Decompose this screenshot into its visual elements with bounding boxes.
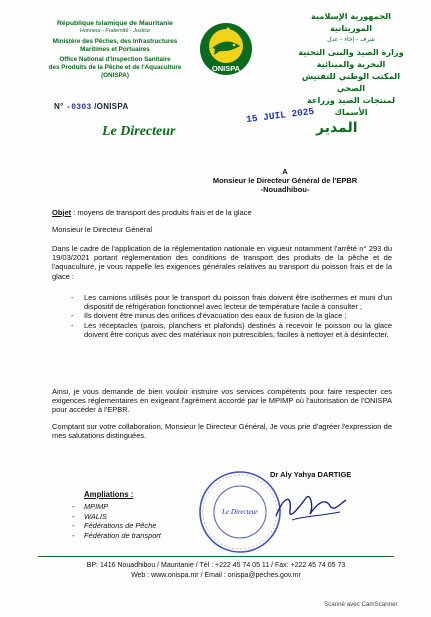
footer-contact — [38, 561, 394, 580]
list-item: - Les camions utilisés pour le transport du poisson frais doivent être isothermes et muni d'un dispositif de réfrigération fonctionnel avec lecteur de température facile à consulter ; — [68, 293, 392, 311]
signatory-title: Le Directeur — [102, 124, 176, 139]
office-line2: des Produits de la Pêche et de l'Aquaculture — [48, 63, 182, 71]
reference-suffix: /ONISPA — [94, 102, 129, 111]
list-item: - MPIMP — [70, 502, 161, 512]
seal-center-text: Le Directeur — [222, 508, 258, 516]
header-arabic — [291, 10, 411, 118]
republic-name-ar: الجمهورية الإسلامية الموريتانية — [311, 11, 391, 33]
list-item: - Ils doivent être minus des orifices d'évacuation des eaux de fusion de la glace ; — [68, 311, 392, 320]
subject-line — [52, 208, 392, 217]
list-item: - WALIS — [70, 512, 161, 522]
paragraph-request: Ainsi, je vous demande de bien vouloir instruire vos services compétents pour faire respecter ces exigences réglementaires en exigeant l'agrément accordé par le MPIMP où l'autorisation de l'ONISPA pour accéder à l'EPBR. — [52, 387, 392, 415]
handwritten-signature — [270, 476, 350, 536]
list-item: - Les réceptacles (parois, planchers et plafonds) destinés à recevoir le poisson ou la glace doivent être conçus avec des matériaux non putrescibles, faciles à nettoyer et à désinfecter. — [68, 321, 392, 339]
footer-web: Web : www.onispa.mr / Email : onispa@peches.gov.mr — [131, 571, 301, 579]
list-item: - Fédération de transport — [70, 531, 161, 541]
subject-label: Objet — [52, 208, 72, 217]
addressee-block — [170, 167, 400, 194]
requirements-list — [68, 293, 392, 339]
reference-number — [54, 102, 129, 112]
subject-text: : moyens de transport des produits frais et de la glace — [71, 208, 252, 217]
republic-name: République Islamique de Mauritanie — [57, 20, 173, 27]
reference-prefix: N° — [54, 102, 64, 111]
paragraph-intro: Dans le cadre de l'application de la réglementation nationale en vigueur notamment l'arrêté n° 293 du 19/03/2021 portant réglementation des conditions de transport des produits de la pêche et de l'aquaculture, je vous rappelle les exigences générales relatives au transport du poisson frais et de la glace : — [52, 244, 392, 281]
arabic-title: المدير — [316, 120, 358, 136]
date-stamp: 15 JUIL 2025 — [245, 105, 315, 126]
paragraph-closing: Comptant sur votre collaboration, Monsieur le Directeur Général, Je vous prie d'agréer l'expression de mes salutations distinguées. — [52, 422, 392, 441]
motto-ar: شرف - إخاء - عدل — [327, 36, 375, 43]
office-ar-line1: المكتب الوطني للتفتيش الصحي — [301, 71, 401, 93]
office-ar-line2: لمنتجات الصيد وزراعة الأسماك — [306, 95, 396, 117]
list-item: - Fédérations de Pêche — [70, 521, 161, 531]
ampliations-list — [70, 502, 161, 540]
ampliations-title: Ampliations : — [84, 490, 134, 499]
header-french — [30, 20, 200, 79]
motto: Honneur - Fraternité - Justice — [79, 27, 151, 34]
office-acronym: (ONISPA) — [101, 71, 129, 79]
ministry-ar-line2: البحرية والمينائية — [316, 59, 386, 69]
ministry-line1: Ministère des Pêches, des Infrastructures — [52, 38, 178, 46]
logo-text: ONISPA — [211, 64, 241, 73]
addressee-a: A — [282, 167, 288, 176]
salutation: Monsieur le Directeur Général — [52, 225, 153, 234]
footer-address: BP: 1416 Nouadhibou / Mauritanie / Tél : +222 45 74 05 11 / Fax: +222 45 74 05 73 — [86, 562, 346, 569]
addressee-city: -Nouadhibou- — [260, 185, 310, 194]
ministry-ar-line1: وزارة الصيد والبنى التحتية — [298, 47, 404, 57]
office-line1: Office National d'Inspection Sanitaire — [59, 56, 171, 64]
scanner-watermark: Scanné avec CamScanner — [324, 601, 398, 608]
signer-name: Dr Aly Yahya DARTIGE — [270, 470, 352, 479]
footer-divider — [38, 556, 394, 557]
addressee-name: Monsieur le Directeur Général de l'EPBR — [212, 176, 358, 185]
reference-digits: -0303 — [66, 103, 92, 112]
ministry-line2: Maritimes et Portuaires — [80, 45, 150, 53]
onispa-logo — [199, 22, 253, 76]
